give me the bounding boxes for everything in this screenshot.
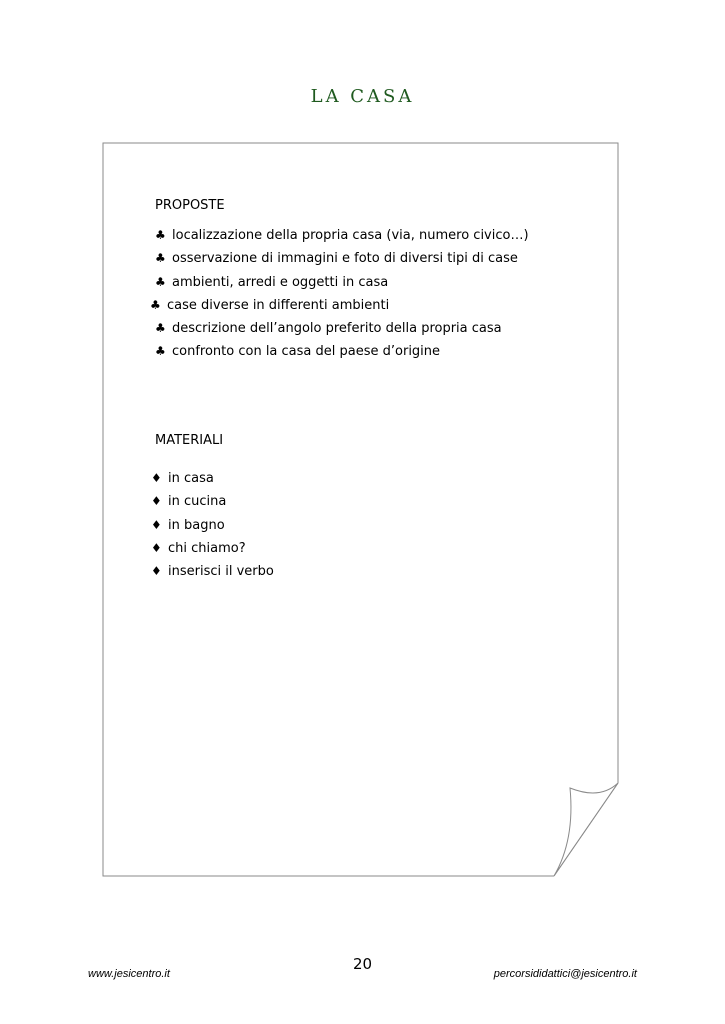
diamond-bullet-icon: ♦ (151, 517, 162, 532)
list-item: ♦ in cucina (151, 494, 227, 510)
list-item: ♣ confronto con la casa del paese d’origine (155, 344, 441, 360)
club-bullet-icon: ♣ (155, 228, 166, 242)
materiali-heading: MATERIALI (155, 433, 224, 448)
diamond-bullet-icon: ♦ (151, 564, 162, 579)
proposte-list (150, 227, 529, 367)
page-number: 20 (352, 955, 373, 973)
diamond-bullet-icon: ♦ (151, 540, 162, 555)
club-bullet-icon: ♣ (155, 251, 166, 266)
club-bullet-icon: ♣ (150, 297, 161, 312)
diamond-bullet-icon: ♦ (151, 471, 162, 485)
list-item: ♣ descrizione dell’angolo preferito della propria casa (155, 321, 502, 337)
list-item: ♣ case diverse in differenti ambienti (150, 297, 390, 313)
footer-website: www.jesicentro.it (88, 968, 170, 980)
list-item: ♣ ambienti, arredi e oggetti in casa (155, 274, 389, 290)
diamond-bullet-icon: ♦ (151, 494, 162, 509)
list-item: ♦ chi chiamo? (151, 540, 246, 556)
list-item: ♦ in casa (151, 471, 214, 486)
club-bullet-icon: ♣ (155, 274, 166, 289)
club-bullet-icon: ♣ (155, 344, 166, 359)
page-curl (554, 783, 618, 876)
list-item: ♦ in bagno (151, 517, 225, 533)
club-bullet-icon: ♣ (155, 321, 166, 336)
footer-email: percorsididattici@jesicentro.it (493, 968, 637, 980)
proposte-heading: PROPOSTE (155, 198, 225, 213)
list-item: ♣ osservazione di immagini e foto di diversi tipi di case (155, 251, 518, 267)
list-item: ♦ inserisci il verbo (151, 564, 274, 580)
page-title: LA CASA (310, 86, 415, 107)
list-item: ♣ localizzazione della propria casa (via, numero civico…) (155, 228, 529, 243)
materiali-list (151, 470, 274, 586)
